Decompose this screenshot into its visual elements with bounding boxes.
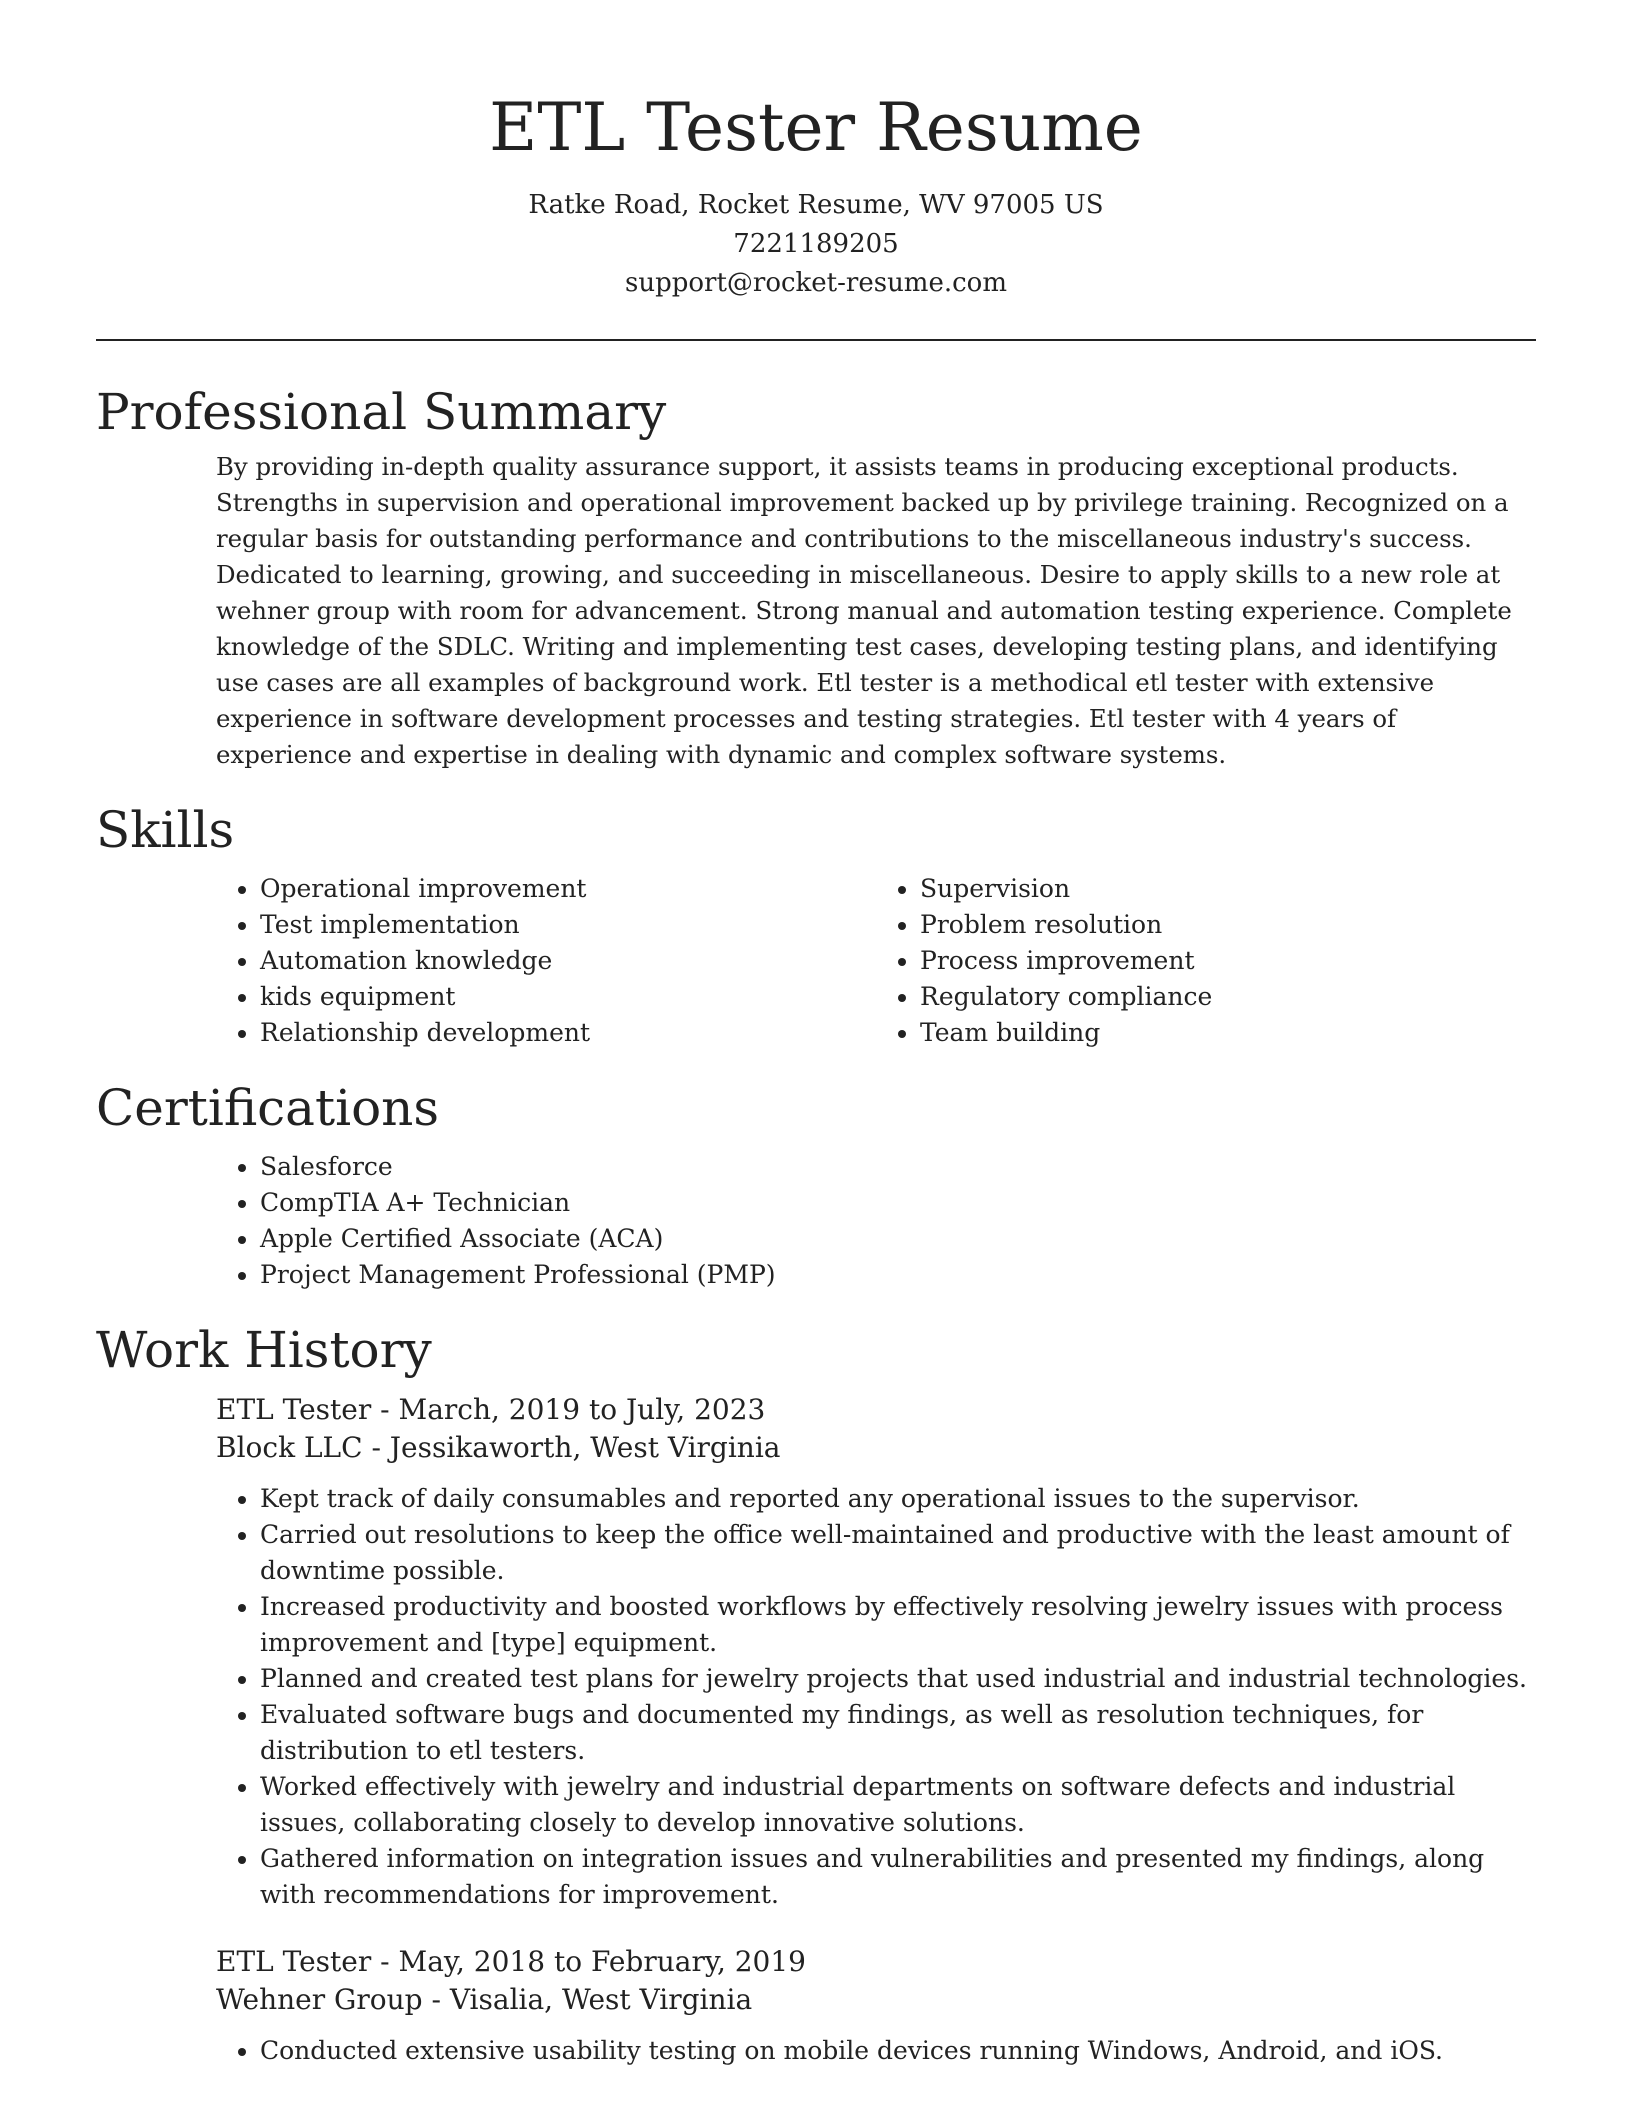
job-bullet: • Evaluated software bugs and documented my findings, as well as resolution techniques, for distribution to etl testers. — [260, 1697, 1536, 1769]
skill-item: • Problem resolution — [920, 907, 1536, 943]
job-title-line: ETL Tester - May, 2018 to February, 2019 — [216, 1945, 806, 1978]
certifications-heading: Certifications — [96, 1079, 440, 1137]
summary-section — [96, 377, 1536, 773]
skill-item: • Relationship development — [260, 1015, 876, 1051]
job-entry — [216, 1391, 1536, 1913]
skill-item: • Operational improvement — [260, 871, 876, 907]
certifications-section — [96, 1073, 1536, 1293]
job-entry — [216, 1943, 1536, 2069]
summary-text: By providing in-depth quality assurance support, it assists teams in producing exceptional products. Strengths in supervision and operational improvement backed up by privilege training. Recognized on a regular basis for outstanding performance and contributions to the miscellaneous industry's success. Dedicated to learning, growing, and succeeding in miscellaneous. Desire to apply skills to a new role at wehner group with room for advancement. Strong manual and automation testing experience. Complete knowledge of the SDLC. Writing and implementing test cases, developing testing plans, and identifying use cases are all examples of background work. Etl tester is a methodical etl tester with extensive experience in software development processes and testing strategies. Etl tester with 4 years of experience and expertise in dealing with dynamic and complex software systems. — [216, 452, 1512, 769]
certification-item: • CompTIA A+ Technician — [260, 1185, 1536, 1221]
contact-phone: 7221189205 — [733, 229, 899, 259]
skills-section — [96, 795, 1536, 1051]
skill-item: • kids equipment — [260, 979, 876, 1015]
skill-item: • Team building — [920, 1015, 1536, 1051]
header-divider — [96, 339, 1536, 341]
job-bullet: • Increased productivity and boosted workflows by effectively resolving jewelry issues with process improvement and [type] equipment. — [260, 1589, 1536, 1661]
resume-page — [96, 0, 1536, 2069]
work-history-heading: Work History — [96, 1321, 432, 1379]
skill-item: • Test implementation — [260, 907, 876, 943]
skills-heading: Skills — [96, 801, 235, 859]
summary-heading: Professional Summary — [96, 383, 667, 441]
certification-item: • Apple Certified Associate (ACA) — [260, 1221, 1536, 1257]
job-bullet: • Kept track of daily consumables and reported any operational issues to the supervisor. — [260, 1481, 1536, 1517]
certifications-list-wrap — [216, 1149, 1536, 1293]
job-bullet: • Conducted extensive usability testing on mobile devices running Windows, Android, and iOS. — [260, 2033, 1536, 2069]
job-bullet: • Carried out resolutions to keep the office well-maintained and productive with the least amount of downtime possible. — [260, 1517, 1536, 1589]
resume-title: ETL Tester Resume — [489, 89, 1143, 166]
contact-block — [96, 186, 1536, 303]
certification-item: • Project Management Professional (PMP) — [260, 1257, 1536, 1293]
certifications-list — [216, 1149, 1536, 1293]
job-bullets — [216, 1481, 1536, 1913]
contact-email: support@rocket-resume.com — [624, 268, 1007, 298]
job-bullets — [216, 2033, 1536, 2069]
job-company-line: Block LLC - Jessikaworth, West Virginia — [216, 1431, 781, 1464]
contact-address: Ratke Road, Rocket Resume, WV 97005 US — [528, 190, 1104, 220]
job-bullet: • Planned and created test plans for jewelry projects that used industrial and industrial technologies. — [260, 1661, 1536, 1697]
skill-item: • Process improvement — [920, 943, 1536, 979]
skill-item: • Automation knowledge — [260, 943, 876, 979]
skill-item: • Supervision — [920, 871, 1536, 907]
job-bullet: • Gathered information on integration issues and vulnerabilities and presented my findings, along with recommendations for improvement. — [260, 1841, 1536, 1913]
skill-item: • Regulatory compliance — [920, 979, 1536, 1015]
work-history-section — [96, 1315, 1536, 2069]
skills-list-left — [216, 871, 876, 1051]
resume-header — [96, 0, 1536, 303]
job-title-line: ETL Tester - March, 2019 to July, 2023 — [216, 1393, 766, 1426]
job-company-line: Wehner Group - Visalia, West Virginia — [216, 1983, 753, 2016]
skills-columns — [216, 865, 1536, 1051]
job-bullet: • Worked effectively with jewelry and industrial departments on software defects and industrial issues, collaborating closely to develop innovative solutions. — [260, 1769, 1536, 1841]
skills-list-right — [876, 871, 1536, 1051]
certification-item: • Salesforce — [260, 1149, 1536, 1185]
